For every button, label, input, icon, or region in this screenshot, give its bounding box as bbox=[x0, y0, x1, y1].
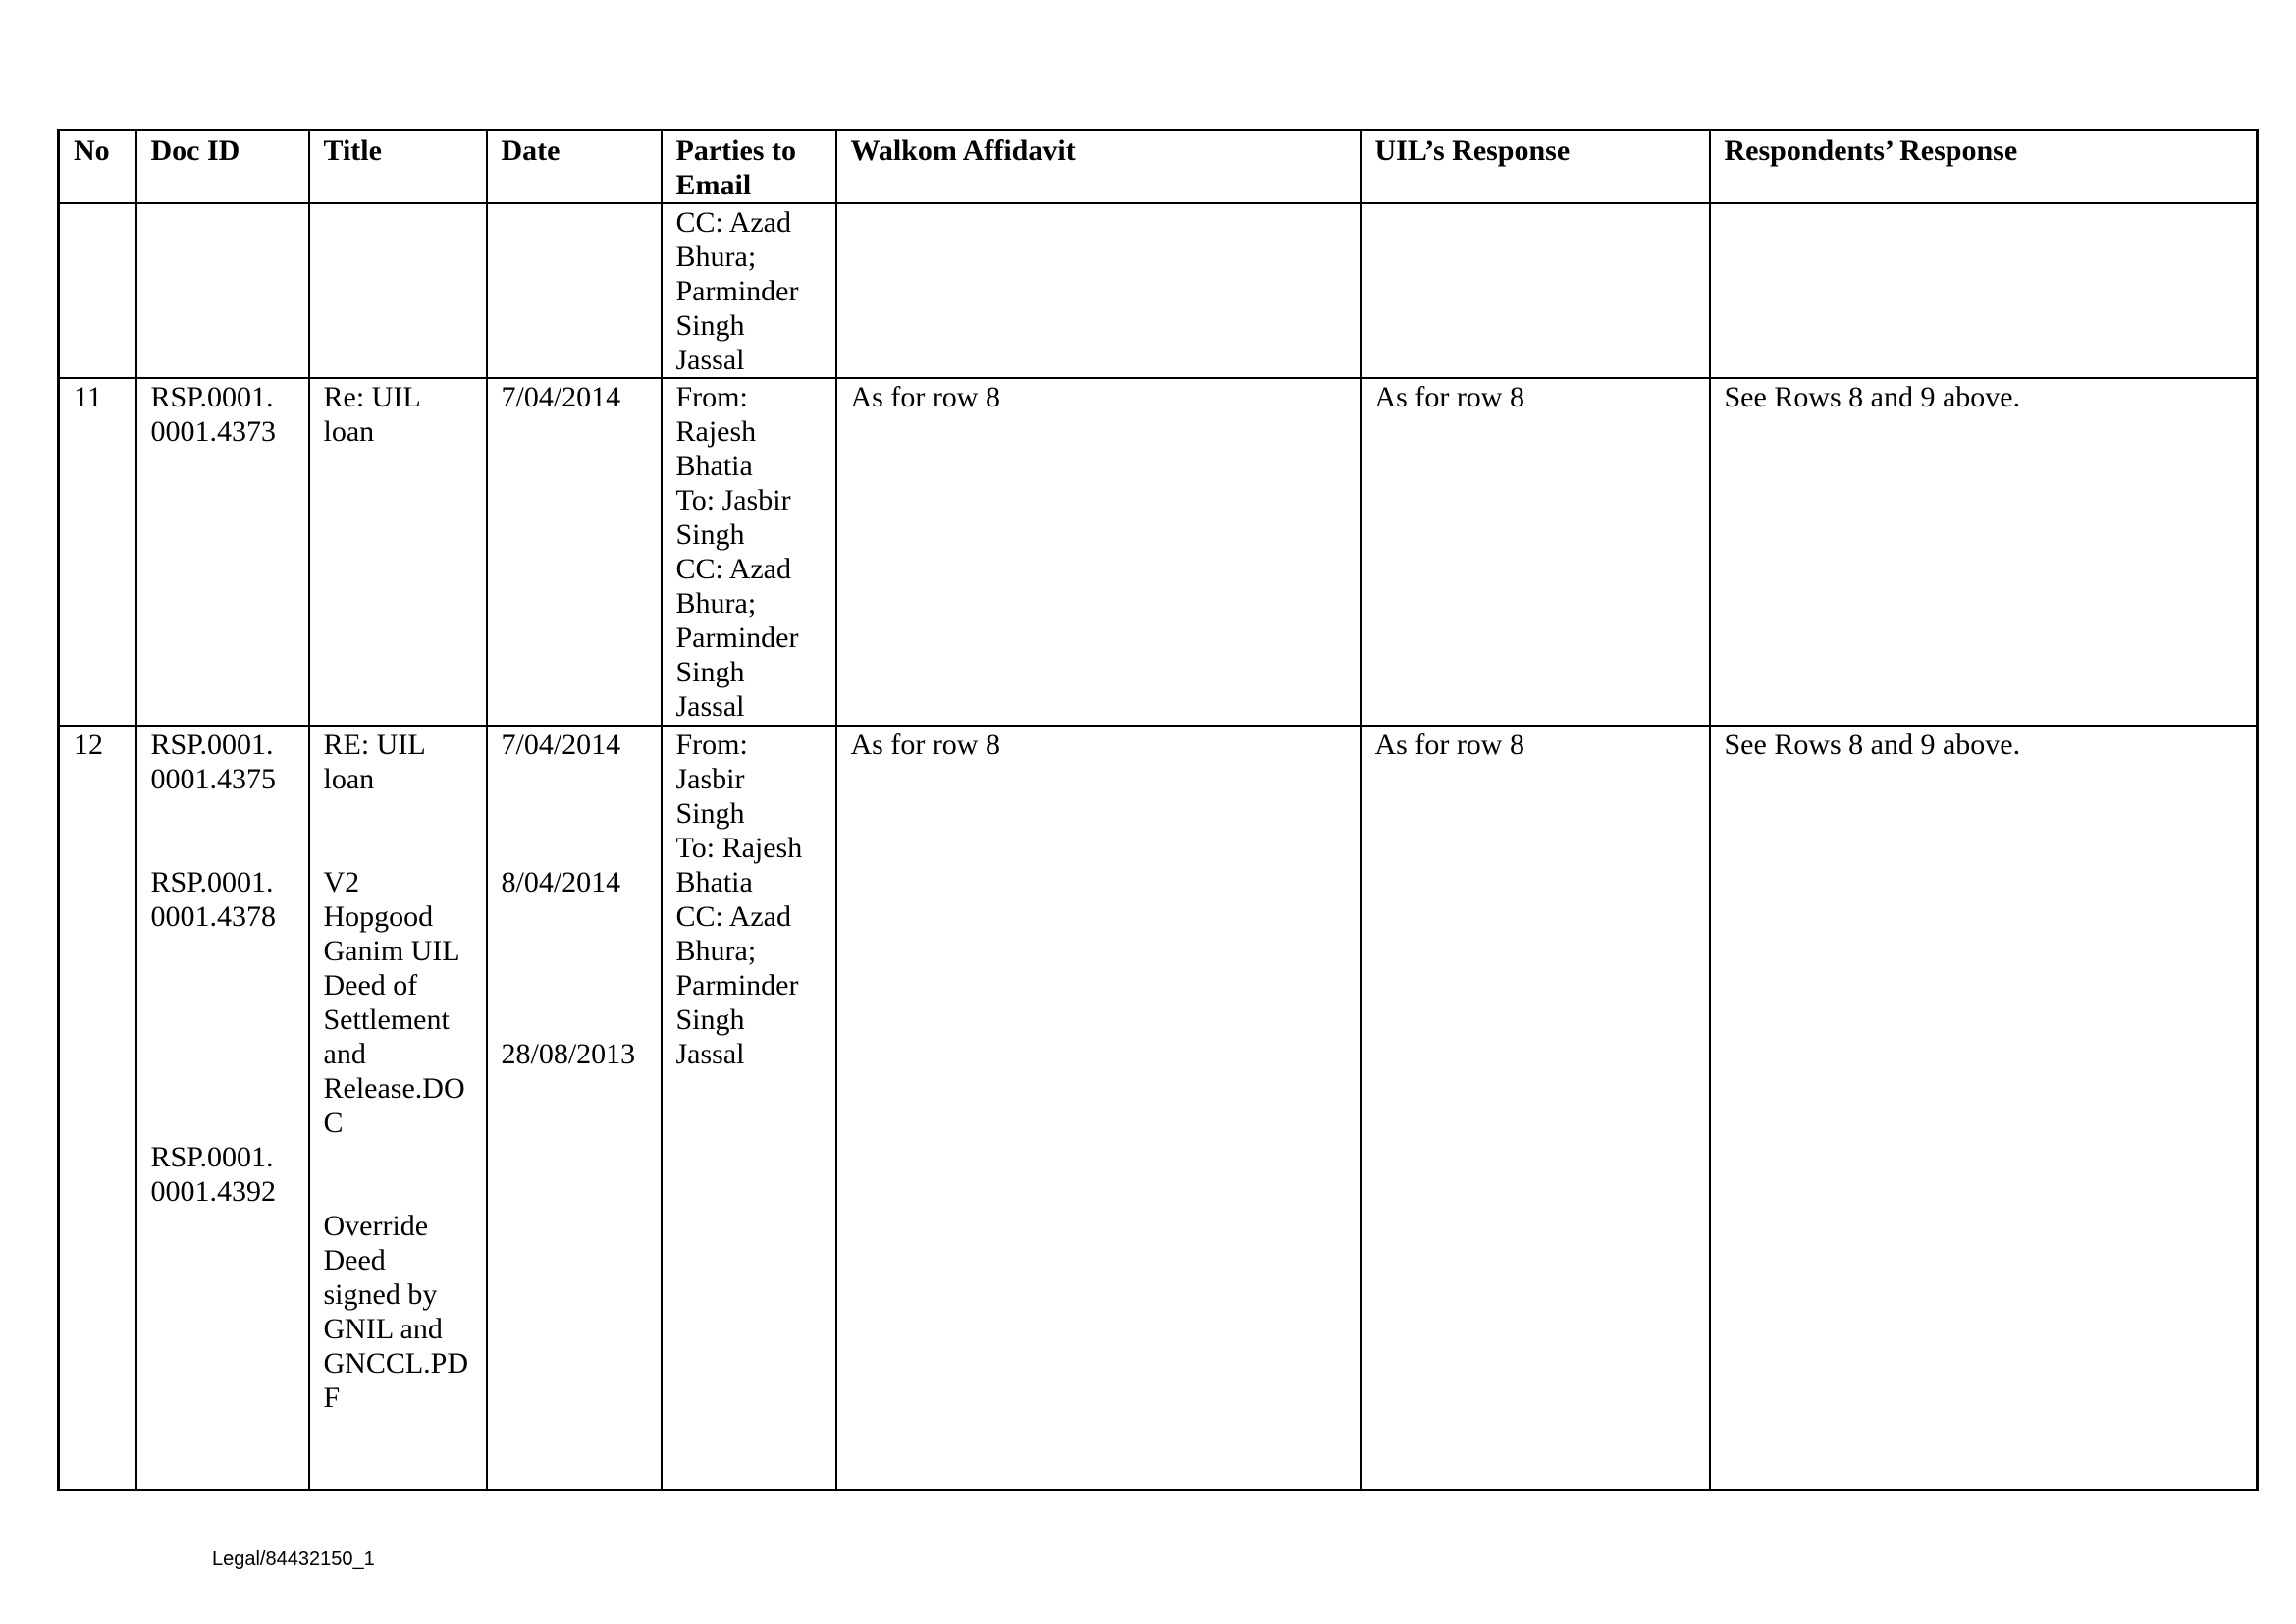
spacer bbox=[324, 1140, 472, 1209]
parties-line: Bhatia bbox=[675, 450, 753, 482]
parties-line: Singh bbox=[675, 518, 745, 551]
cell-title bbox=[309, 203, 487, 378]
parties-line: Jasbir bbox=[675, 763, 745, 795]
parties-line: Bhura; bbox=[675, 935, 757, 967]
title-line: Re: UIL bbox=[323, 381, 421, 413]
title-line: C bbox=[323, 1107, 344, 1139]
header-title: Title bbox=[309, 130, 487, 203]
title-line: Ganim UIL bbox=[323, 935, 460, 967]
doc-id-line: 0001.4373 bbox=[150, 415, 276, 448]
title-line: V2 bbox=[323, 866, 360, 898]
parties-line: CC: Azad bbox=[675, 900, 791, 933]
document-table bbox=[57, 129, 2259, 1491]
cell-walkom: As for row 8 bbox=[836, 726, 1361, 1489]
parties-line: Jassal bbox=[675, 1038, 745, 1070]
parties-line: Singh bbox=[675, 1003, 745, 1036]
parties-line: Jassal bbox=[675, 690, 745, 723]
parties-line: Bhatia bbox=[675, 866, 753, 898]
date-line: 8/04/2014 bbox=[501, 866, 621, 898]
parties-line: Bhura; bbox=[675, 241, 757, 273]
doc-id-line: 0001.4375 bbox=[150, 763, 276, 795]
cell-no bbox=[59, 203, 136, 378]
parties-line: From: bbox=[675, 729, 748, 761]
title-line: GNIL and bbox=[323, 1313, 443, 1345]
title-line: RE: UIL bbox=[323, 729, 426, 761]
table-header-row bbox=[59, 130, 2258, 203]
cell-uil: As for row 8 bbox=[1361, 726, 1710, 1489]
cell-parties bbox=[662, 726, 836, 1489]
title-line: Hopgood bbox=[323, 900, 434, 933]
parties-line: CC: Azad bbox=[675, 206, 791, 239]
cell-parties bbox=[662, 203, 836, 378]
title-line: Deed bbox=[323, 1244, 386, 1276]
parties-line: To: Rajesh bbox=[675, 832, 803, 864]
doc-id-line: RSP.0001. bbox=[150, 866, 274, 898]
cell-respondents: See Rows 8 and 9 above. bbox=[1710, 726, 2258, 1489]
cell-walkom bbox=[836, 203, 1361, 378]
title-line: loan bbox=[323, 763, 375, 795]
header-walkom-affidavit: Walkom Affidavit bbox=[836, 130, 1361, 203]
cell-date: 7/04/2014 bbox=[487, 378, 662, 726]
title-line: Settlement bbox=[323, 1003, 450, 1036]
parties-line: Singh bbox=[675, 656, 745, 688]
cell-title bbox=[309, 726, 487, 1489]
header-parties: Parties to Email bbox=[662, 130, 836, 203]
parties-line: Bhura; bbox=[675, 587, 757, 620]
header-doc-id: Doc ID bbox=[136, 130, 309, 203]
spacer bbox=[151, 934, 294, 1037]
cell-doc-id bbox=[136, 726, 309, 1489]
cell-no: 11 bbox=[59, 378, 136, 726]
table-row-continuation bbox=[59, 203, 2258, 378]
spacer bbox=[502, 899, 647, 1002]
date-line: 7/04/2014 bbox=[501, 729, 621, 761]
cell-uil bbox=[1361, 203, 1710, 378]
date-line: 28/08/2013 bbox=[501, 1038, 636, 1070]
spacer bbox=[502, 762, 647, 865]
parties-line: Singh bbox=[675, 797, 745, 830]
parties-line: Jassal bbox=[675, 344, 745, 376]
table-row bbox=[59, 378, 2258, 726]
cell-walkom: As for row 8 bbox=[836, 378, 1361, 726]
parties-line: From: bbox=[675, 381, 748, 413]
cell-doc-id bbox=[136, 203, 309, 378]
cell-respondents bbox=[1710, 203, 2258, 378]
header-respondents-response: Respondents’ Response bbox=[1710, 130, 2258, 203]
spacer bbox=[324, 796, 472, 865]
cell-doc-id bbox=[136, 378, 309, 726]
parties-line: To: Jasbir bbox=[675, 484, 791, 516]
parties-line: Parminder bbox=[675, 969, 799, 1001]
spacer bbox=[151, 1037, 294, 1140]
doc-id-line: RSP.0001. bbox=[150, 1141, 274, 1173]
doc-id-line: 0001.4392 bbox=[150, 1175, 276, 1208]
title-line: F bbox=[323, 1381, 341, 1414]
title-line: Release.DO bbox=[323, 1072, 465, 1105]
title-line: GNCCL.PD bbox=[323, 1347, 469, 1380]
spacer bbox=[151, 831, 294, 865]
title-line: and bbox=[323, 1038, 366, 1070]
header-no: No bbox=[59, 130, 136, 203]
parties-line: Singh bbox=[675, 309, 745, 342]
header-uil-response: UIL’s Response bbox=[1361, 130, 1710, 203]
document-reference: Legal/84432150_1 bbox=[212, 1548, 375, 1570]
cell-no: 12 bbox=[59, 726, 136, 1489]
cell-date bbox=[487, 203, 662, 378]
parties-line: Rajesh bbox=[675, 415, 757, 448]
cell-date bbox=[487, 726, 662, 1489]
table-row bbox=[59, 726, 2258, 1489]
cell-parties bbox=[662, 378, 836, 726]
cell-uil: As for row 8 bbox=[1361, 378, 1710, 726]
header-date: Date bbox=[487, 130, 662, 203]
cell-title bbox=[309, 378, 487, 726]
parties-line: Parminder bbox=[675, 622, 799, 654]
doc-id-line: 0001.4378 bbox=[150, 900, 276, 933]
doc-id-line: RSP.0001. bbox=[150, 381, 274, 413]
title-line: Deed of bbox=[323, 969, 418, 1001]
parties-line: Parminder bbox=[675, 275, 799, 307]
spacer bbox=[502, 1002, 647, 1037]
title-line: signed by bbox=[323, 1278, 438, 1311]
title-line: Override bbox=[323, 1210, 429, 1242]
title-line: loan bbox=[323, 415, 375, 448]
cell-respondents: See Rows 8 and 9 above. bbox=[1710, 378, 2258, 726]
spacer bbox=[151, 796, 294, 831]
doc-id-line: RSP.0001. bbox=[150, 729, 274, 761]
parties-line: CC: Azad bbox=[675, 553, 791, 585]
